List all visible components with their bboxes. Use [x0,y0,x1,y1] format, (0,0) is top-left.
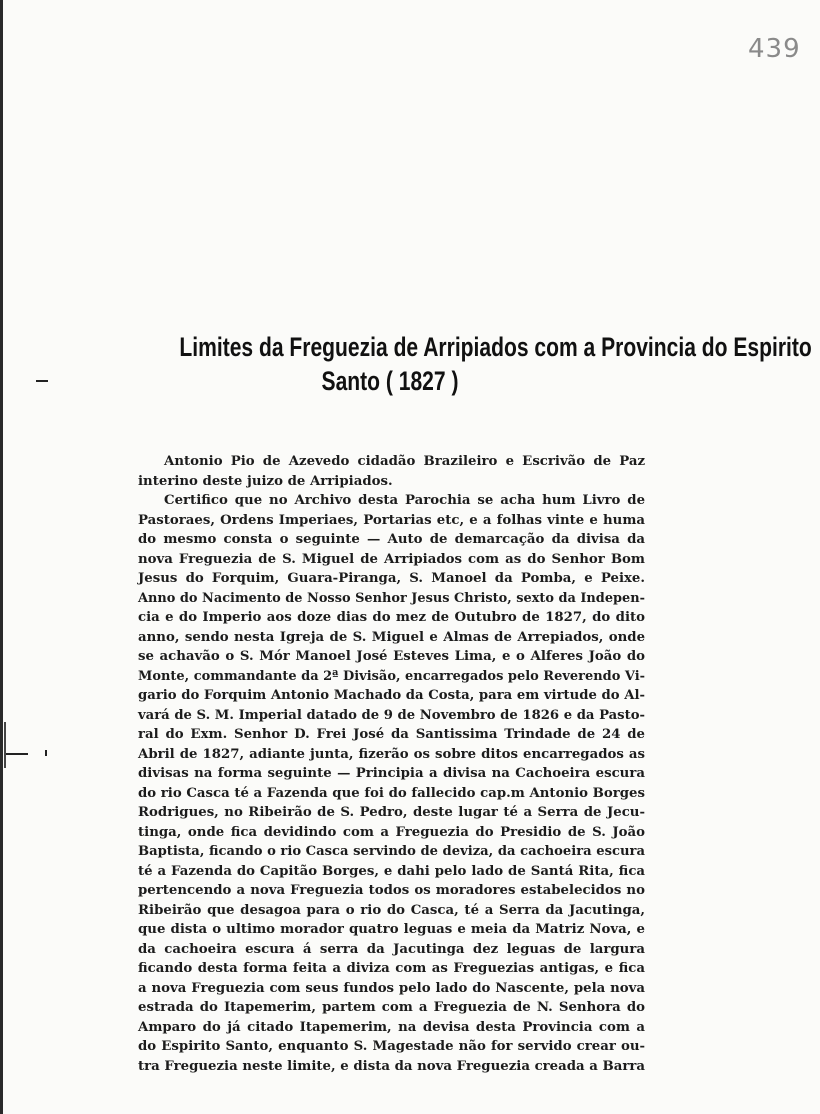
body-line: té a Fazenda do Capitão Borges, e dahi pelo lado de Santá Rita, fica [138,863,646,879]
document-title [179,330,812,398]
body-line: anno, sendo nesta Igreja de S. Miguel e Almas de Arrepiados, onde [138,629,646,645]
body-line: Antonio Pio de Azevedo cidadão Brazileiro e Escrivão de Paz [164,454,646,469]
body-line: do Espirito Santo, enquanto S. Magestade não for servido crear ou- [138,1039,646,1054]
body-line: ficando desta forma feita a diviza com as Freguezias antigas, e fica [138,961,645,976]
body-line: vará de S. M. Imperial datado de 9 de Novembro de 1826 e da Pasto- [138,707,645,723]
body-line: Amparo do já citado Itapemerim, na devisa desta Provincia com a [138,1019,646,1035]
body-line: tra Freguezia neste limite, e dista da nova Freguezia creada a Barra [138,1058,646,1074]
body-line: estrada do Itapemerim, partem com a Freguezia de N. Senhora do [138,1000,645,1015]
page-left-edge [0,0,3,1114]
body-line: pertencendo a nova Freguezia todos os moradores estabelecidos no [138,883,645,898]
body-line: Abril de 1827, adiante junta, fizerão os sobre ditos encarregados as [138,746,645,762]
body-line: Rodrigues, no Ribeirão de S. Pedro, deste lugar té a Serra de Jecu- [138,805,645,820]
margin-mark [6,753,28,755]
body-line: do rio Casca té a Fazenda que foi do fallecido cap.m Antonio Borges [138,785,645,801]
page-number: 439 [748,34,801,64]
title-line-1: Limites da Freguezia de Arripiados com a Provincia do Espirito [179,332,812,362]
body-line: ral do Exm. Senhor D. Frei José da Santissima Trindade de 24 de [138,727,646,742]
body-line: Certifico que no Archivo desta Parochia se acha hum Livro de [164,493,646,508]
body-line: Anno do Nacimento de Nosso Senhor Jesus Christo, sexto da Indepen- [138,590,646,606]
body-line: se achavão o S. Mór Manoel José Esteves Lima, e o Alferes João do [138,649,646,664]
body-line: divisas na forma seguinte — Principia a divisa na Cachoeira escura [138,766,645,781]
body-line: a nova Freguezia com seus fundos pelo lado do Nascente, pela nova [138,980,646,996]
body-line: tinga, onde fica devidindo com a Freguezia do Presidio de S. João [138,824,646,840]
body-line: que dista o ultimo morador quatro leguas e meia da Matriz Nova, e [138,922,645,937]
body-line: nova Freguezia de S. Miguel de Arripiados com as do Senhor Bom [138,551,646,567]
margin-mark [36,380,48,382]
body-line: Baptista, ficando o rio Casca servindo de deviza, da cachoeira escura [138,844,645,859]
body-line: interino deste juizo de Arripiados. [138,473,393,489]
title-line-2: Santo ( 1827 ) [321,366,459,396]
document-body [138,452,645,1076]
body-line: Ribeirão que desagoa para o rio do Casca, té a Serra da Jacutinga, [138,902,646,918]
body-line: da cachoeira escura á serra da Jacutinga dez leguas de largura [138,941,645,957]
body-line: Monte, commandante da 2ª Divisão, encarregados pelo Reverendo Vi- [138,668,645,684]
margin-mark [45,750,47,756]
margin-mark [4,722,6,768]
body-line: Jesus do Forquim, Guara-Piranga, S. Manoel da Pomba, e Peixe. [138,571,646,586]
body-line: gario do Forquim Antonio Machado da Costa, para em virtude do Al- [138,688,645,703]
body-line: cia e do Imperio aos doze dias do mez de Outubro de 1827, do dito [138,610,646,625]
body-line: do mesmo consta o seguinte — Auto de demarcação da divisa da [138,532,646,547]
body-line: Pastoraes, Ordens Imperiaes, Portarias etc, e a folhas vinte e huma [138,512,646,528]
